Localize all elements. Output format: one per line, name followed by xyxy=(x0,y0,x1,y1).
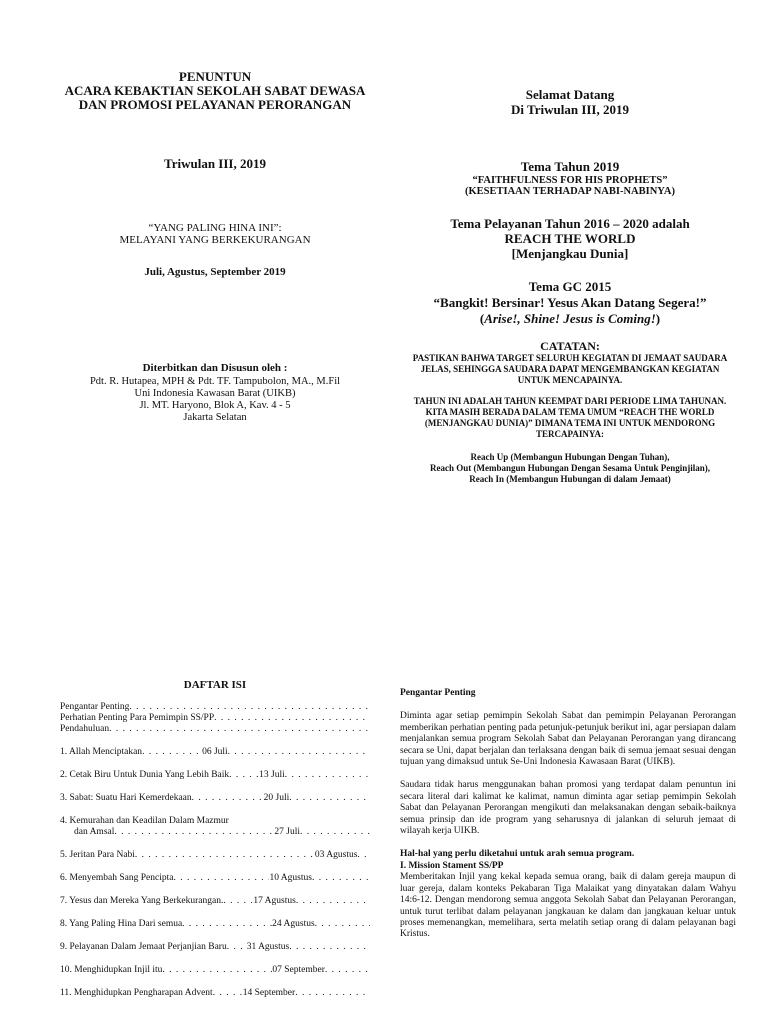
toc-page: 07 September xyxy=(272,965,325,975)
toc-page: 17 Agustus xyxy=(253,896,296,906)
publisher-line: Pdt. R. Hutapea, MPH & Pdt. TF. Tampubolon, MA., M.Fil xyxy=(89,376,341,387)
welcome-line: Selamat Datang xyxy=(525,87,615,102)
toc-page: 03 Agustus xyxy=(314,850,358,860)
catatan-paragraph: PASTIKAN BAHWA TARGET SELURUH KEGIATAN DI JEMAAT SAUDARA JELAS, SEHINGGA SAUDARA DAPAT MENGEMBANGKAN KEGIATAN UNTUK MENCAPAINYA. xyxy=(412,353,728,385)
mission-paragraph: Memberitakan Injil yang kekal kepada semua orang, baik di dalam gereja maupun di luar gereja, dalam konteks Pekabaran Tiga Malaikat yang dinyatakan dalam Wahyu 14:6-12. Dengan mendorong semua anggota Sekolah Sabat dan Pelayanan Perorangan, untuk turut terlibat dalam pelayanan jangkauan ke dalam dan jangkauan keluar untuk proses memenangkan, memelihara, serta melatih setiap orang di dalam pelayanan bagi Kristus. xyxy=(400,872,736,940)
tema-tahun-heading: Tema Tahun 2019 xyxy=(520,159,620,174)
reach-out: Reach Out (Membangun Hubungan Dengan Sesama Untuk Penginjilan), xyxy=(429,463,711,473)
intro-paragraph: Saudara tidak harus menggunakan bahan promosi yang terdapat dalam penuntun ini secara literal dari kalimat ke kalimat, namun diminta agar setiap pemimpin Sekolah Sabat dan Pelayanan Perorangan mengikuti dan melaksanakan dengan sebaik-baiknya semua prinsip dan ide program yang seharusnya di jalankan di seluruh jemaat di wilayah kerja UIKB. xyxy=(400,780,736,837)
toc-label: Pengantar Penting xyxy=(60,702,130,712)
toc-item[interactable] xyxy=(60,770,370,781)
toc-label: 6. Menyembah Sang Pencipta xyxy=(60,873,174,883)
cover-months: Juli, Agustus, September 2019 xyxy=(144,266,286,278)
toc-item[interactable] xyxy=(60,850,370,861)
table-of-contents xyxy=(60,702,370,999)
toc-sublabel: dan Amsal xyxy=(74,827,115,837)
publisher-line: Jakarta Selatan xyxy=(183,412,247,423)
toc-item[interactable] xyxy=(60,816,370,827)
tema-pelayanan-line: Tema Pelayanan Tahun 2016 – 2020 adalah xyxy=(450,216,690,231)
tema-pelayanan-line: REACH THE WORLD xyxy=(504,231,636,246)
toc-label: 3. Sabat: Suatu Hari Kemerdekaan xyxy=(60,793,192,803)
toc-page: 14 September xyxy=(242,988,296,998)
toc-front-item[interactable] xyxy=(60,713,370,724)
toc-item[interactable] xyxy=(60,896,370,907)
toc-item[interactable] xyxy=(60,988,370,999)
toc-page: 31 Agustus xyxy=(246,942,290,952)
toc-front-item[interactable] xyxy=(60,724,370,735)
toc-label: 9. Pelayanan Dalam Jemaat Perjanjian Baru xyxy=(60,942,227,952)
reach-up: Reach Up (Membangun Hubungan Dengan Tuhan), xyxy=(470,452,670,462)
toc-page: 27 Juli xyxy=(274,827,300,837)
catatan-paragraph: TAHUN INI ADALAH TAHUN KEEMPAT DARI PERIODE LIMA TAHUNAN. KITA MASIH BERADA DALAM TEMA UMUM “REACH THE WORLD (MENJANGKAU DUNIA)” DIMANA TEMA INI UNTUK MENDORONG TERCAPAINYA: xyxy=(413,396,727,439)
toc-label: Pendahuluan xyxy=(60,724,110,734)
toc-page: 10 Agustus xyxy=(269,873,312,883)
toc-label: 7. Yesus dan Mereka Yang Berkekurangan. xyxy=(60,896,224,906)
toc-item[interactable] xyxy=(60,873,370,884)
publisher-heading: Diterbitkan dan Disusun oleh : xyxy=(142,362,288,374)
intro-section xyxy=(400,688,736,953)
toc-title: DAFTAR ISI xyxy=(183,679,247,691)
tema-gc-en: (Arise!, Shine! Jesus is Coming!) xyxy=(479,311,661,326)
cover-publisher xyxy=(40,362,390,424)
toc-item[interactable] xyxy=(60,793,370,804)
toc-item[interactable] xyxy=(60,942,370,953)
cover-theme xyxy=(40,222,390,246)
toc-item-continued[interactable] xyxy=(60,827,370,838)
toc-label: Perhatian Penting Para Pemimpin SS/PP xyxy=(60,713,215,723)
tema-tahun-id: (KESETIAAN TERHADAP NABI-NABINYA) xyxy=(464,186,676,197)
catatan-heading: CATATAN: xyxy=(540,339,600,353)
toc-label: 10. Menghidupkan Injil itu xyxy=(60,965,163,975)
tema-gc-heading: Tema GC 2015 xyxy=(528,279,612,294)
toc-label: 8. Yang Paling Hina Dari semua xyxy=(60,919,183,929)
tema-gc xyxy=(400,279,740,327)
reach-in: Reach In (Membangun Hubungan di dalam Jemaat) xyxy=(469,474,671,484)
tema-tahun-en: “FAITHFULNESS FOR HIS PROPHETS” xyxy=(472,175,668,186)
toc-item[interactable] xyxy=(60,747,370,758)
tema-tahun xyxy=(400,159,740,197)
intro-subheading: Hal-hal yang perlu diketahui untuk arah semua program. xyxy=(400,849,635,860)
catatan xyxy=(405,341,735,485)
publisher-line: Jl. MT. Haryono, Blok A, Kav. 4 - 5 xyxy=(139,400,291,411)
cover-theme-line: MELAYANI YANG BERKEKURANGAN xyxy=(119,234,311,246)
tema-gc-en-text: Arise!, Shine! Jesus is Coming! xyxy=(484,311,656,326)
cover-theme-line: “YANG PALING HINA INI”: xyxy=(148,222,282,234)
toc-label: 5. Jeritan Para Nabi xyxy=(60,850,135,860)
toc-front-item[interactable] xyxy=(60,702,370,713)
mission-heading: I. Mission Stament SS/PP xyxy=(400,860,504,871)
tema-pelayanan xyxy=(400,216,740,261)
tema-gc-line: “Bangkit! Bersinar! Yesus Akan Datang Segera!” xyxy=(433,295,707,310)
toc-label: 2. Cetak Biru Untuk Dunia Yang Lebih Baik xyxy=(60,770,230,780)
cover-triwulan: Triwulan III, 2019 xyxy=(164,156,266,171)
cover-title-line: DAN PROMOSI PELAYANAN PERORANGAN xyxy=(78,97,352,112)
cover-title-line: ACARA KEBAKTIAN SEKOLAH SABAT DEWASA xyxy=(64,83,366,98)
welcome-heading xyxy=(400,87,740,117)
publisher-line: Uni Indonesia Kawasan Barat (UIKB) xyxy=(134,388,296,399)
toc-label: 11. Menghidupkan Pengharapan Advent xyxy=(60,988,213,998)
welcome-line: Di Triwulan III, 2019 xyxy=(511,102,629,117)
intro-heading: Pengantar Penting xyxy=(400,688,476,698)
toc-page: 13 Juli xyxy=(259,770,285,780)
toc-label: 4. Kemurahan dan Keadilan Dalam Mazmur xyxy=(60,816,229,826)
toc-item[interactable] xyxy=(60,965,370,976)
cover-title-line: PENUNTUN xyxy=(178,69,252,84)
cover-title xyxy=(40,70,390,112)
tema-pelayanan-line: [Menjangkau Dunia] xyxy=(511,246,629,261)
toc-page: 06 Juli xyxy=(202,747,228,757)
toc-label: 1. Allah Menciptakan xyxy=(60,747,143,757)
toc-page: 24 Agustus xyxy=(272,919,315,929)
intro-paragraph: Diminta agar setiap pemimpin Sekolah Sabat dan pemimpin Pelayanan Perorangan memberikan perhatian penting pada petunjuk-petunjuk berikut ini, agar persiapan dalam menjalankan semua program Sekolah Sabat dan Pelayanan Perorangan yang dirancang secara se Uni, dapat berjalan dan terlaksana dengan baik di semua jemaat sesuai dengan tujuan yang dimaksud untuk Se-Uni Indonesia Kawasaan Barat (UIKB). xyxy=(400,711,736,768)
toc-item[interactable] xyxy=(60,919,370,930)
toc-page: 20 Juli xyxy=(263,793,290,803)
